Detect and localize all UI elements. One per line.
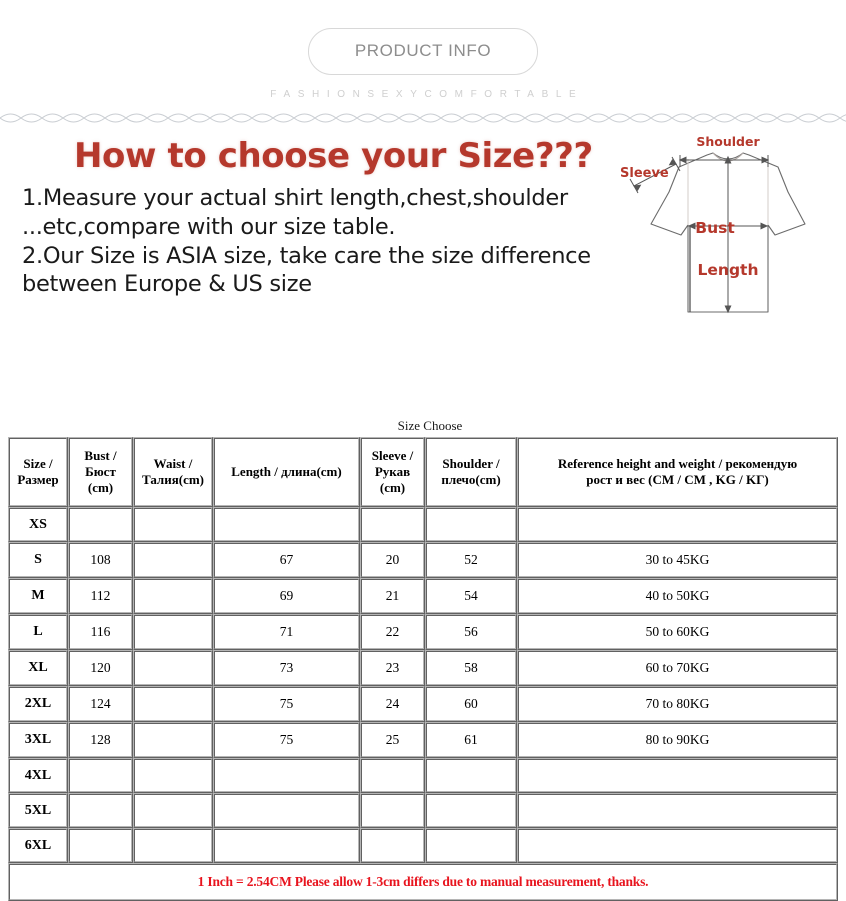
column-header-sleeve: Sleeve / Рукав (cm) [360,437,425,507]
cell-reference: 70 to 80KG [517,686,838,722]
tagline-text: FASHIONSEXYCOMFORTABLE [270,89,584,100]
cell-sleeve [360,793,425,828]
cell-sleeve: 24 [360,686,425,722]
column-header-size: Size / Размер [8,437,68,507]
cell-size: XL [8,650,68,686]
cell-bust: 124 [68,686,133,722]
cell-sleeve: 21 [360,578,425,614]
cell-waist [133,578,213,614]
cell-bust: 116 [68,614,133,650]
page-header [0,0,846,129]
cell-reference: 40 to 50KG [517,578,838,614]
wave-divider-ornament [0,107,846,129]
cell-size: M [8,578,68,614]
table-row [8,722,838,758]
cell-sleeve: 25 [360,722,425,758]
diagram-label-shoulder: Shoulder [696,134,760,149]
cell-bust: 128 [68,722,133,758]
diagram-label-length: Length [697,261,759,279]
cell-size: 4XL [8,758,68,793]
cell-shoulder: 58 [425,650,517,686]
table-row [8,758,838,793]
table-row [8,578,838,614]
table-row [8,828,838,863]
instruction-line-2: ...etc,compare with our size table. [22,213,396,240]
cell-waist [133,793,213,828]
diagram-label-bust: Bust [695,219,735,237]
intro-text-block [22,137,622,299]
cell-shoulder: 61 [425,722,517,758]
cell-waist [133,758,213,793]
instruction-line-1: 1.Measure your actual shirt length,chest,shoulder [22,185,568,212]
cell-waist [133,722,213,758]
cell-size: 2XL [8,686,68,722]
cell-size: XS [8,507,68,542]
cell-reference: 80 to 90KG [517,722,838,758]
cell-reference [517,758,838,793]
cell-waist [133,507,213,542]
cell-shoulder [425,507,517,542]
cell-shoulder: 60 [425,686,517,722]
cell-reference [517,793,838,828]
table-body [8,507,838,863]
cell-shoulder: 52 [425,542,517,578]
intro-section [0,129,846,359]
cell-size: 3XL [8,722,68,758]
column-header-shoulder: Shoulder / плечо(cm) [425,437,517,507]
cell-bust [68,758,133,793]
size-table-caption: Size Choose [397,418,463,433]
cell-bust [68,507,133,542]
table-row [8,686,838,722]
cell-reference: 50 to 60KG [517,614,838,650]
cell-size: S [8,542,68,578]
cell-shoulder [425,758,517,793]
cell-sleeve: 20 [360,542,425,578]
cell-shoulder: 54 [425,578,517,614]
cell-length: 69 [213,578,360,614]
cell-sleeve [360,507,425,542]
cell-bust: 108 [68,542,133,578]
cell-bust: 120 [68,650,133,686]
cell-length [213,828,360,863]
column-header-bust: Bust / Бюст (cm) [68,437,133,507]
product-info-badge: PRODUCT INFO [308,28,538,75]
table-row [8,614,838,650]
table-header-row [8,437,838,507]
column-header-length: Length / длина(cm) [213,437,360,507]
cell-waist [133,650,213,686]
instructions-paragraph [22,184,622,299]
column-header-waist: Waist / Талия(cm) [133,437,213,507]
cell-sleeve: 23 [360,650,425,686]
table-row [8,542,838,578]
tshirt-diagram-svg [612,129,844,334]
size-table-section [8,418,838,901]
cell-bust [68,793,133,828]
cell-length [213,793,360,828]
cell-length: 67 [213,542,360,578]
headline-how-to-choose: How to choose your Size??? [74,136,593,176]
cell-reference: 30 to 45KG [517,542,838,578]
cell-length: 71 [213,614,360,650]
cell-bust: 112 [68,578,133,614]
cell-length: 73 [213,650,360,686]
instruction-line-3: 2.Our Size is ASIA size, take care the size difference [22,242,591,269]
cell-shoulder: 56 [425,614,517,650]
table-row [8,507,838,542]
column-header-reference: Reference height and weight / рекомендую рост и вес (CM / CM , KG / KГ) [517,437,838,507]
cell-size: 5XL [8,793,68,828]
tshirt-measurement-diagram [612,129,844,334]
cell-waist [133,828,213,863]
table-footer-row [8,863,838,901]
cell-length [213,758,360,793]
cell-reference: 60 to 70KG [517,650,838,686]
cell-waist [133,686,213,722]
table-row [8,650,838,686]
cell-waist [133,614,213,650]
cell-length: 75 [213,722,360,758]
size-chart-table [8,437,838,901]
cell-length: 75 [213,686,360,722]
instruction-line-4: between Europe & US size [22,271,312,298]
cell-shoulder [425,828,517,863]
cell-reference [517,828,838,863]
measurement-disclaimer: 1 Inch = 2.54CM Please allow 1-3cm differs due to manual measurement, thanks. [8,863,838,901]
cell-sleeve [360,758,425,793]
cell-length [213,507,360,542]
cell-waist [133,542,213,578]
cell-reference [517,507,838,542]
cell-sleeve [360,828,425,863]
diagram-label-sleeve: Sleeve [620,166,669,181]
cell-bust [68,828,133,863]
cell-sleeve: 22 [360,614,425,650]
cell-shoulder [425,793,517,828]
cell-size: 6XL [8,828,68,863]
cell-size: L [8,614,68,650]
table-row [8,793,838,828]
